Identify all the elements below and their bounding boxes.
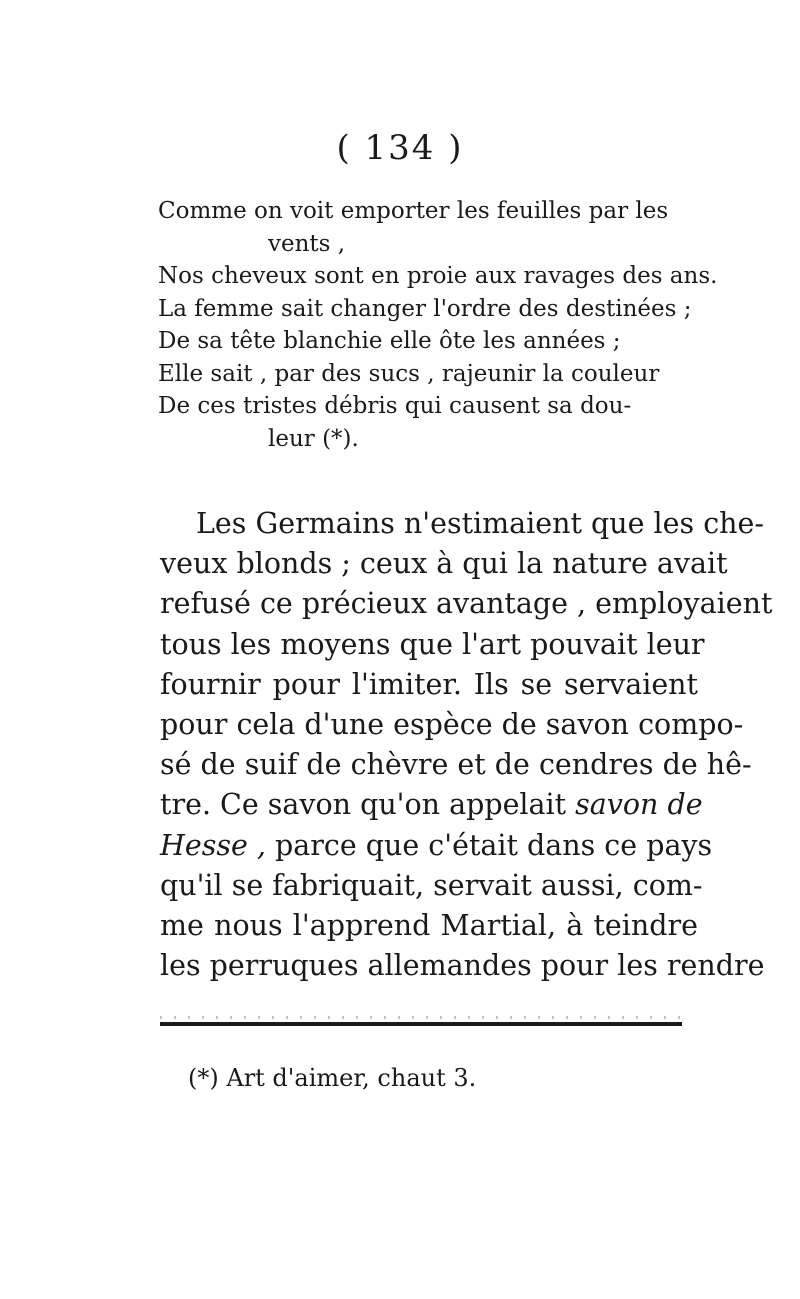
verse-line: Nos cheveux sont en proie aux ravages des ans. bbox=[158, 263, 718, 289]
paragraph-line bbox=[160, 785, 703, 825]
paragraph-line: les perruques allemandes pour les rendre bbox=[160, 949, 765, 983]
italic-term: savon de bbox=[575, 788, 703, 822]
page-number: ( 134 ) bbox=[336, 128, 464, 168]
paragraph-line: tous les moyens que l'art pouvait leur bbox=[160, 627, 705, 661]
paragraph-line: fournir pour l'imiter. Ils se servaient bbox=[160, 667, 698, 701]
verse-line: leur (*). bbox=[268, 425, 359, 452]
paragraph-line: sé de suif de chèvre et de cendres de hê- bbox=[160, 748, 752, 782]
verse-line: De ces tristes débris qui causent sa dou- bbox=[158, 393, 632, 419]
verse-line: Elle sait , par des sucs , rajeunir la couleur bbox=[158, 360, 660, 387]
paragraph-line: me nous l'apprend Martial, à teindre bbox=[160, 909, 698, 943]
paragraph-line: Les Germains n'estimaient que les che- bbox=[196, 507, 765, 540]
footnote: (*) Art d'aimer, chaut 3. bbox=[188, 1064, 477, 1092]
paragraph-line: refusé ce précieux avantage , employaient bbox=[160, 587, 773, 621]
verse-line: vents , bbox=[268, 230, 346, 257]
paragraph-line bbox=[160, 826, 713, 866]
paragraph-text: tre. Ce savon qu'on appelait bbox=[160, 788, 576, 822]
paragraph-text: parce que c'était dans ce pays bbox=[265, 828, 713, 862]
paragraph-line: veux blonds ; ceux à qui la nature avait bbox=[160, 547, 728, 581]
italic-term: Hesse , bbox=[160, 828, 266, 862]
verse-line: De sa tête blanchie elle ôte les années ; bbox=[158, 328, 621, 354]
verse-line: La femme sait changer l'ordre des destinées ; bbox=[158, 295, 692, 322]
rule-speckle bbox=[160, 1016, 682, 1019]
verse-quotation bbox=[158, 195, 718, 455]
paragraph-line: qu'il se fabriquait, servait aussi, com- bbox=[160, 868, 703, 902]
paragraph-line: pour cela d'une espèce de savon compo- bbox=[160, 708, 744, 742]
body-paragraph bbox=[160, 504, 773, 986]
verse-line: Comme on voit emporter les feuilles par les bbox=[158, 198, 669, 224]
footnote-divider bbox=[160, 1022, 682, 1026]
